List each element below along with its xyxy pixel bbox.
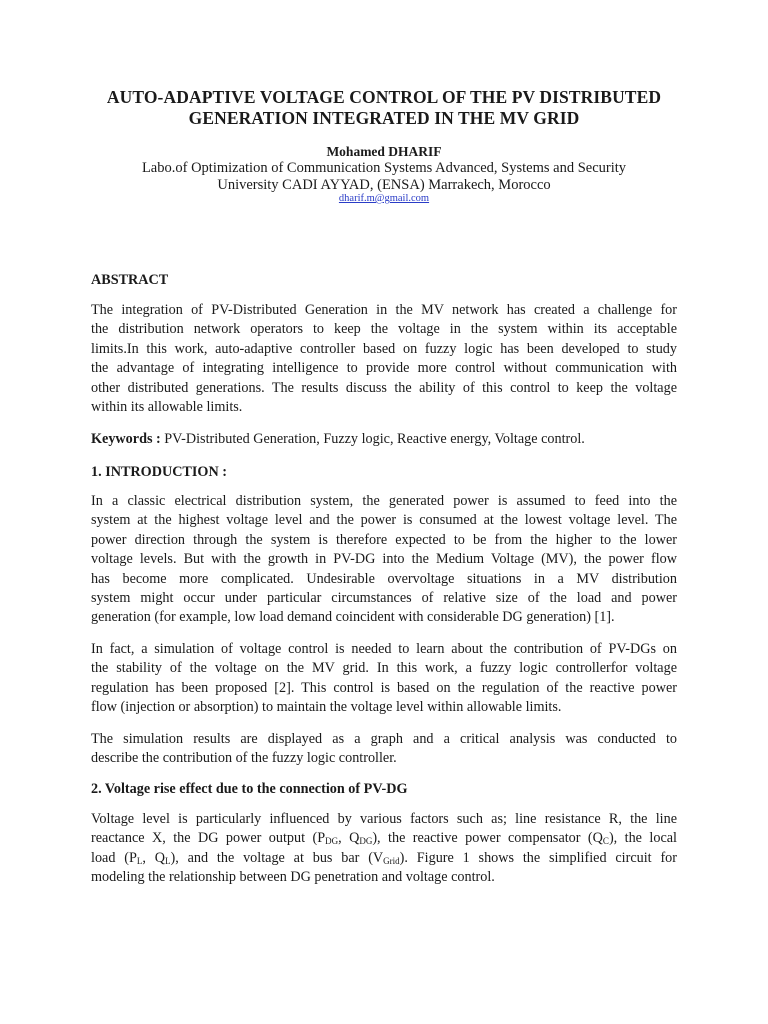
keywords bbox=[91, 430, 677, 449]
title-line-1: AUTO-ADAPTIVE VOLTAGE CONTROL OF THE PV DISTRIBUTED bbox=[106, 87, 662, 107]
paragraph-line: The simulation results are displayed as a graph and a critical analysis was conducted to bbox=[91, 731, 677, 747]
affiliation-line-1: Labo.of Optimization of Communication Systems Advanced, Systems and Security bbox=[141, 160, 627, 176]
paper-title bbox=[60, 87, 708, 129]
section-1-paragraph-1 bbox=[91, 492, 677, 628]
paragraph-line: describe the contribution of the fuzzy logic controller. bbox=[91, 750, 397, 767]
section-1-paragraph-2 bbox=[91, 640, 677, 718]
section-2-heading: 2. Voltage rise effect due to the connection of PV-DG bbox=[91, 781, 408, 797]
abstract-text bbox=[91, 301, 677, 417]
keywords-text: PV-Distributed Generation, Fuzzy logic, Reactive energy, Voltage control. bbox=[160, 431, 585, 447]
paragraph-line: voltage levels. But with the growth in PV-DG into the Medium Voltage (MV), the power flow bbox=[91, 551, 677, 568]
section-2-paragraph-1 bbox=[91, 810, 677, 888]
section-1-heading: 1. INTRODUCTION : bbox=[91, 464, 227, 480]
paragraph-line: flow (injection or absorption) to maintain the voltage level within allowable limits. bbox=[91, 699, 562, 716]
author-affiliation bbox=[60, 160, 708, 194]
title-line-2: GENERATION INTEGRATED IN THE MV GRID bbox=[188, 108, 580, 128]
paragraph-line: has become more complicated. Undesirable overvoltage situations in a MV distribution bbox=[91, 570, 677, 587]
author-name: Mohamed DHARIF bbox=[326, 144, 442, 159]
abstract-line: other distributed generations. The results discuss the ability of this control to keep the voltage bbox=[91, 379, 677, 396]
abstract-line: The integration of PV-Distributed Generation in the MV network has created a challenge for bbox=[91, 302, 677, 318]
paragraph-line: Voltage level is particularly influenced by various factors such as; line resistance R, the line bbox=[91, 811, 677, 827]
abstract-line: limits.In this work, auto-adaptive controller based on fuzzy logic has been developed to study bbox=[91, 340, 677, 357]
paragraph-line: load ($P_L$, $Q_L$), and the voltage at bus bar $(V_{Grid})$. Figure 1 shows the simplified circuit for bbox=[91, 849, 677, 866]
paragraph-line: regulation has been proposed [2]. This control is based on the regulation of the reactive power bbox=[91, 679, 677, 696]
affiliation-line-2: University CADI AYYAD, (ENSA) Marrakech, Morocco bbox=[217, 177, 551, 193]
abstract-heading: ABSTRACT bbox=[91, 272, 169, 288]
paragraph-line: In a classic electrical distribution system, the generated power is assumed to feed into the bbox=[91, 493, 677, 509]
abstract-line: the distribution network operators to keep the voltage in the system within its acceptable bbox=[91, 321, 677, 338]
paragraph-line: the stability of the voltage on the MV grid. In this work, a fuzzy logic controllerfor voltage bbox=[91, 660, 677, 677]
author-email-link[interactable]: dharif.m@gmail.com bbox=[338, 193, 430, 204]
paragraph-line: modeling the relationship between DG penetration and voltage control. bbox=[91, 869, 495, 886]
paragraph-line: In fact, a simulation of voltage control is needed to learn about the contribution of PV-DGs on bbox=[91, 641, 677, 657]
paragraph-line: system at the highest voltage level and the power is consumed at the lowest voltage level. The bbox=[91, 512, 677, 529]
paragraph-line: reactance X, the DG power output ($P_{DG}$, $Q_{DG}$), the reactive power compensator $(Q_C)$, the local bbox=[91, 830, 677, 847]
paragraph-line: power direction through the system is therefore expected to be from the higher to the lower bbox=[91, 531, 677, 548]
abstract-line: within its allowable limits. bbox=[91, 399, 243, 416]
paragraph-line: system might occur under particular circumstances of relative size of the load and power bbox=[91, 590, 677, 607]
keywords-label: Keywords : bbox=[91, 431, 161, 447]
paragraph-line: generation (for example, low load demand coincident with considerable DG generation) [1]. bbox=[91, 609, 615, 626]
abstract-line: the advantage of integrating intelligence to provide more control without communication with bbox=[91, 360, 677, 377]
section-1-paragraph-3 bbox=[91, 730, 677, 769]
